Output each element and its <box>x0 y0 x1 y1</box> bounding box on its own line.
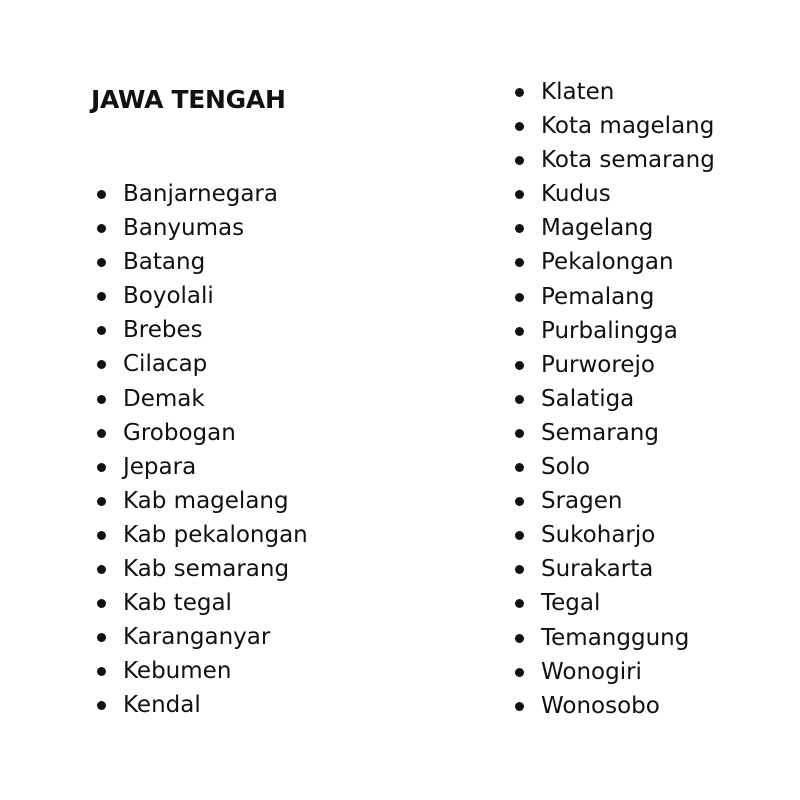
bullet-icon <box>97 429 106 438</box>
bullet-icon <box>97 292 106 301</box>
bullet-icon <box>97 224 106 233</box>
list-item <box>514 586 715 620</box>
bullet-icon <box>515 122 524 131</box>
bullet-icon <box>515 599 524 608</box>
list-item <box>514 655 715 689</box>
bullet-icon <box>97 531 106 540</box>
list-item <box>96 416 308 450</box>
bullet-icon <box>515 497 524 506</box>
list-item-label: Magelang <box>541 215 654 242</box>
list-item <box>96 382 308 416</box>
list-item <box>96 245 308 279</box>
list-item <box>514 382 715 416</box>
list-item-label: Salatiga <box>541 385 635 412</box>
list-item <box>514 75 715 109</box>
list-item <box>96 450 308 484</box>
bullet-icon <box>97 395 106 404</box>
list-item <box>96 313 308 347</box>
list-item-label: Surakarta <box>541 556 654 583</box>
page-title: JAWA TENGAH <box>91 85 286 114</box>
list-item-label: Demak <box>123 385 205 412</box>
bullet-icon <box>97 326 106 335</box>
list-item-label: Wonogiri <box>541 658 642 685</box>
list-item-label: Grobogan <box>123 419 236 446</box>
list-item-label: Temanggung <box>541 624 690 651</box>
list-item-label: Tegal <box>541 590 601 617</box>
list-item-label: Kab magelang <box>123 487 289 514</box>
list-item <box>96 177 308 211</box>
list-item <box>514 211 715 245</box>
list-item <box>96 620 308 654</box>
bullet-icon <box>97 565 106 574</box>
list-item-label: Kab pekalongan <box>123 521 308 548</box>
list-item-label: Sukoharjo <box>541 522 656 549</box>
bullet-icon <box>515 327 524 336</box>
list-item <box>96 484 308 518</box>
list-item-label: Jepara <box>123 453 197 480</box>
bullet-icon <box>515 429 524 438</box>
list-item-label: Kota magelang <box>541 113 715 140</box>
list-item <box>514 280 715 314</box>
right-column-list <box>514 75 715 723</box>
left-column-list <box>96 177 308 723</box>
list-item-label: Kebumen <box>123 658 232 685</box>
bullet-icon <box>97 633 106 642</box>
list-item <box>514 552 715 586</box>
bullet-icon <box>515 702 524 711</box>
bullet-icon <box>97 497 106 506</box>
list-item <box>514 348 715 382</box>
list-item-label: Klaten <box>541 79 615 105</box>
list-item-label: Batang <box>123 249 206 276</box>
bullet-icon <box>515 88 524 97</box>
list-item <box>514 314 715 348</box>
bullet-icon <box>515 190 524 199</box>
list-item-label: Cilacap <box>123 351 208 378</box>
bullet-icon <box>515 565 524 574</box>
list-item-label: Banyumas <box>123 215 245 242</box>
bullet-icon <box>515 668 524 677</box>
list-item <box>514 621 715 655</box>
list-item-label: Purworejo <box>541 351 655 378</box>
list-item-label: Kendal <box>123 692 201 719</box>
list-item-label: Wonosobo <box>541 692 660 719</box>
bullet-icon <box>97 667 106 676</box>
list-item <box>514 177 715 211</box>
bullet-icon <box>515 293 524 302</box>
bullet-icon <box>97 701 106 710</box>
list-item-label: Sragen <box>541 488 623 515</box>
list-item <box>96 211 308 245</box>
bullet-icon <box>515 156 524 165</box>
list-item <box>514 109 715 143</box>
list-item-label: Kota semarang <box>541 147 715 174</box>
bullet-icon <box>97 599 106 608</box>
list-item-label: Brebes <box>123 317 203 344</box>
list-item <box>96 552 308 586</box>
list-item <box>96 654 308 688</box>
bullet-icon <box>515 224 524 233</box>
list-item <box>514 689 715 723</box>
list-item-label: Kudus <box>541 181 611 208</box>
list-item <box>96 279 308 313</box>
list-item-label: Boyolali <box>123 283 214 310</box>
bullet-icon <box>515 634 524 643</box>
list-item <box>514 484 715 518</box>
list-item-label: Purbalingga <box>541 317 678 344</box>
list-item-label: Kab tegal <box>123 590 232 617</box>
list-item-label: Solo <box>541 454 591 481</box>
list-item <box>514 450 715 484</box>
list-item <box>514 245 715 279</box>
list-item <box>514 518 715 552</box>
bullet-icon <box>515 395 524 404</box>
list-item-label: Semarang <box>541 419 659 446</box>
bullet-icon <box>515 463 524 472</box>
list-item-label: Pemalang <box>541 283 655 310</box>
list-item-label: Pekalongan <box>541 249 674 276</box>
list-item-label: Kab semarang <box>123 556 290 583</box>
list-item <box>514 416 715 450</box>
bullet-icon <box>97 360 106 369</box>
bullet-icon <box>97 190 106 199</box>
list-item <box>514 143 715 177</box>
list-item-label: Banjarnegara <box>123 181 278 207</box>
list-item <box>96 688 308 722</box>
list-item-label: Karanganyar <box>123 624 271 651</box>
bullet-icon <box>97 258 106 267</box>
bullet-icon <box>515 258 524 267</box>
list-item <box>96 586 308 620</box>
list-item <box>96 518 308 552</box>
bullet-icon <box>515 531 524 540</box>
list-item <box>96 347 308 381</box>
bullet-icon <box>97 463 106 472</box>
bullet-icon <box>515 361 524 370</box>
